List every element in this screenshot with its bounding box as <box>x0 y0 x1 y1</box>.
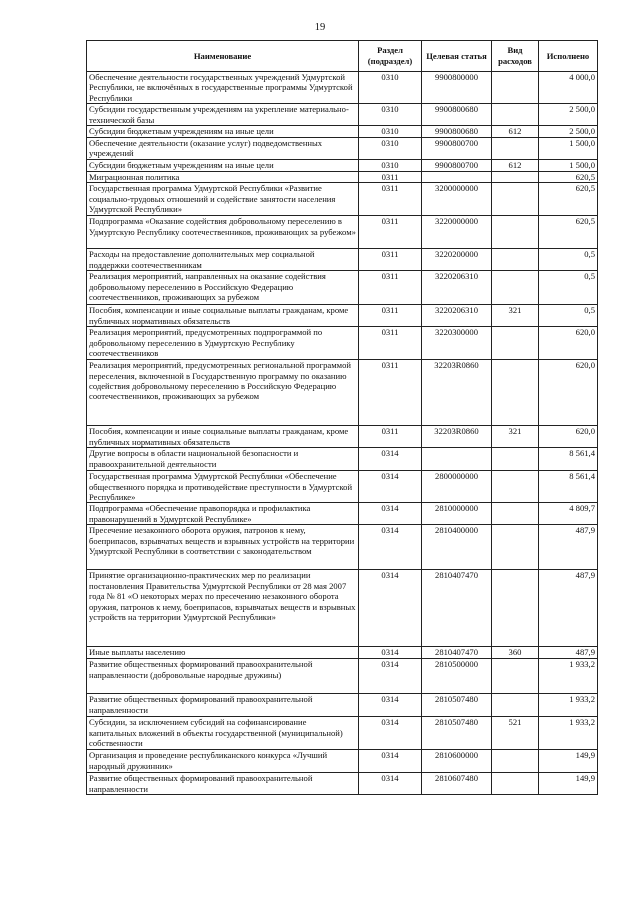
row-executed: 0,5 <box>539 271 598 305</box>
table-row <box>87 659 598 694</box>
row-name: Пособия, компенсации и иные социальные выплаты гражданам, кроме публичных нормативных обязательств <box>87 305 359 327</box>
row-expense-type <box>492 360 539 426</box>
row-section: 0314 <box>359 471 422 503</box>
row-article: 2810407470 <box>422 647 492 659</box>
row-name: Подпрограмма «Обеспечение правопорядка и профилактика правонарушений в Удмуртской Республике» <box>87 503 359 525</box>
header-section: Раздел (подраздел) <box>359 41 422 72</box>
row-expense-type <box>492 327 539 360</box>
row-section: 0311 <box>359 360 422 426</box>
row-article: 32203R0860 <box>422 360 492 426</box>
row-executed: 1 933,2 <box>539 717 598 750</box>
row-executed: 2 500,0 <box>539 126 598 138</box>
table-row <box>87 183 598 216</box>
row-section: 0311 <box>359 305 422 327</box>
header-article: Целевая статья <box>422 41 492 72</box>
table-row <box>87 426 598 448</box>
row-executed: 4 000,0 <box>539 72 598 104</box>
row-expense-type <box>492 249 539 271</box>
row-article: 9900800000 <box>422 72 492 104</box>
row-expense-type <box>492 72 539 104</box>
row-article: 3220206310 <box>422 271 492 305</box>
row-executed: 620,5 <box>539 216 598 249</box>
row-section: 0314 <box>359 525 422 570</box>
row-executed: 620,0 <box>539 426 598 448</box>
row-section: 0310 <box>359 138 422 160</box>
row-name: Организация и проведение республиканского конкурса «Лучший народный дружинник» <box>87 750 359 773</box>
row-section: 0314 <box>359 503 422 525</box>
row-name: Государственная программа Удмуртской Республики «Развитие социально-трудовых отношений и содействие занятости населения Удмуртской Республики» <box>87 183 359 216</box>
row-article: 2810507480 <box>422 694 492 717</box>
row-name: Развитие общественных формирований правоохранительной направленности <box>87 773 359 795</box>
table-row <box>87 271 598 305</box>
table-row <box>87 159 598 171</box>
row-expense-type <box>492 750 539 773</box>
row-executed: 620,0 <box>539 360 598 426</box>
table-row <box>87 525 598 570</box>
row-section: 0311 <box>359 183 422 216</box>
table-row <box>87 72 598 104</box>
row-section: 0314 <box>359 647 422 659</box>
row-name: Обеспечение деятельности (оказание услуг) подведомственных учреждений <box>87 138 359 160</box>
row-section: 0310 <box>359 159 422 171</box>
row-name: Развитие общественных формирований правоохранительной направленности <box>87 694 359 717</box>
table-row <box>87 647 598 659</box>
row-article: 2810407470 <box>422 570 492 647</box>
row-article <box>422 171 492 182</box>
page-number: 19 <box>314 22 326 33</box>
table-row <box>87 104 598 126</box>
row-name: Другие вопросы в области национальной безопасности и правоохранительной деятельности <box>87 448 359 471</box>
row-article: 3200000000 <box>422 183 492 216</box>
row-article: 2810500000 <box>422 659 492 694</box>
row-article: 9900800700 <box>422 159 492 171</box>
row-expense-type: 360 <box>492 647 539 659</box>
row-executed: 8 561,4 <box>539 448 598 471</box>
row-expense-type: 612 <box>492 126 539 138</box>
row-article: 9900800700 <box>422 138 492 160</box>
header-expense-type: Вид расходов <box>492 41 539 72</box>
row-name: Реализация мероприятий, предусмотренных подпрограммой по добровольному переселению в Удмуртскую Республику соотечественников <box>87 327 359 360</box>
table-row <box>87 471 598 503</box>
row-name: Обеспечение деятельности государственных учреждений Удмуртской Республики, не включённых в государственные программы Удмуртской Республики <box>87 72 359 104</box>
table-row <box>87 360 598 426</box>
row-section: 0310 <box>359 72 422 104</box>
table-header-row <box>87 41 598 72</box>
row-expense-type: 521 <box>492 717 539 750</box>
row-article: 2810600000 <box>422 750 492 773</box>
row-article: 32203R0860 <box>422 426 492 448</box>
row-executed: 149,9 <box>539 773 598 795</box>
row-section: 0311 <box>359 171 422 182</box>
row-executed: 1 933,2 <box>539 694 598 717</box>
row-name: Расходы на предоставление дополнительных мер социальной поддержки соотечественникам <box>87 249 359 271</box>
row-name: Субсидии бюджетным учреждениям на иные цели <box>87 126 359 138</box>
table-row <box>87 138 598 160</box>
row-name: Развитие общественных формирований правоохранительной направленности (добровольные народные дружины) <box>87 659 359 694</box>
row-section: 0310 <box>359 126 422 138</box>
row-section: 0311 <box>359 216 422 249</box>
row-section: 0314 <box>359 570 422 647</box>
row-name: Принятие организационно-практических мер по реализации постановления Правительства Удмуртской Республики от 28 мая 2007 года № 81 «О некоторых мерах по пресечению незаконного оборота оружия, патронов к нему, боеприпасов, взрывчатых веществ и взрывных устройств на территории Удмуртской Республики» <box>87 570 359 647</box>
table-row <box>87 503 598 525</box>
table-row <box>87 448 598 471</box>
row-section: 0314 <box>359 750 422 773</box>
row-name: Миграционная политика <box>87 171 359 182</box>
table-row <box>87 717 598 750</box>
budget-table <box>86 40 598 795</box>
row-expense-type <box>492 471 539 503</box>
row-executed: 487,9 <box>539 525 598 570</box>
row-name: Субсидии государственным учреждениям на укрепление материально-технической базы <box>87 104 359 126</box>
row-executed: 620,5 <box>539 183 598 216</box>
row-section: 0311 <box>359 271 422 305</box>
row-expense-type <box>492 525 539 570</box>
table-row <box>87 773 598 795</box>
row-name: Пресечение незаконного оборота оружия, патронов к нему, боеприпасов, взрывчатых веществ и взрывных устройств на территории Удмуртской Республики в соответствии с законодательством <box>87 525 359 570</box>
table-row <box>87 171 598 182</box>
row-expense-type <box>492 216 539 249</box>
row-executed: 2 500,0 <box>539 104 598 126</box>
row-name: Подпрограмма «Оказание содействия добровольному переселению в Удмуртскую Республику соотечественников, проживающих за рубежом» <box>87 216 359 249</box>
row-section: 0314 <box>359 773 422 795</box>
row-name: Субсидии бюджетным учреждениям на иные цели <box>87 159 359 171</box>
row-executed: 4 809,7 <box>539 503 598 525</box>
table-row <box>87 694 598 717</box>
row-section: 0311 <box>359 327 422 360</box>
row-expense-type: 321 <box>492 426 539 448</box>
row-name: Иные выплаты населению <box>87 647 359 659</box>
row-expense-type <box>492 503 539 525</box>
table-row <box>87 216 598 249</box>
row-article: 2800000000 <box>422 471 492 503</box>
row-article: 2810400000 <box>422 525 492 570</box>
row-name: Реализация мероприятий, предусмотренных региональной программой переселения, включенной в Государственную программу по оказанию содействия добровольному переселению в Российскую Федерацию соотечественников, проживающих за рубежом <box>87 360 359 426</box>
row-article: 3220206310 <box>422 305 492 327</box>
row-executed: 0,5 <box>539 249 598 271</box>
table-row <box>87 750 598 773</box>
row-executed: 1 933,2 <box>539 659 598 694</box>
table-row <box>87 126 598 138</box>
row-executed: 0,5 <box>539 305 598 327</box>
table-row <box>87 305 598 327</box>
header-name: Наименование <box>87 41 359 72</box>
row-executed: 487,9 <box>539 647 598 659</box>
row-article: 2810000000 <box>422 503 492 525</box>
table-row <box>87 327 598 360</box>
row-section: 0311 <box>359 249 422 271</box>
row-section: 0314 <box>359 694 422 717</box>
table-row <box>87 570 598 647</box>
row-executed: 620,5 <box>539 171 598 182</box>
row-expense-type <box>492 448 539 471</box>
row-executed: 8 561,4 <box>539 471 598 503</box>
row-expense-type <box>492 694 539 717</box>
row-section: 0314 <box>359 659 422 694</box>
row-executed: 487,9 <box>539 570 598 647</box>
row-section: 0311 <box>359 426 422 448</box>
row-executed: 620,0 <box>539 327 598 360</box>
row-expense-type: 612 <box>492 159 539 171</box>
row-expense-type <box>492 171 539 182</box>
row-expense-type <box>492 104 539 126</box>
row-executed: 1 500,0 <box>539 159 598 171</box>
row-section: 0314 <box>359 448 422 471</box>
row-expense-type <box>492 570 539 647</box>
row-article: 3220200000 <box>422 249 492 271</box>
row-executed: 149,9 <box>539 750 598 773</box>
row-expense-type <box>492 773 539 795</box>
row-expense-type <box>492 659 539 694</box>
row-expense-type <box>492 183 539 216</box>
row-article: 2810607480 <box>422 773 492 795</box>
row-article: 9900800680 <box>422 126 492 138</box>
header-executed: Исполнено <box>539 41 598 72</box>
row-name: Государственная программа Удмуртской Республики «Обеспечение общественного порядка и противодействие преступности в Удмуртской Республике» <box>87 471 359 503</box>
row-name: Пособия, компенсации и иные социальные выплаты гражданам, кроме публичных нормативных обязательств <box>87 426 359 448</box>
row-expense-type <box>492 138 539 160</box>
table-row <box>87 249 598 271</box>
row-executed: 1 500,0 <box>539 138 598 160</box>
row-name: Субсидии, за исключением субсидий на софинансирование капитальных вложений в объекты государственной (муниципальной) собственности <box>87 717 359 750</box>
row-article: 9900800680 <box>422 104 492 126</box>
row-expense-type <box>492 271 539 305</box>
row-article: 3220300000 <box>422 327 492 360</box>
row-article <box>422 448 492 471</box>
row-article: 3220000000 <box>422 216 492 249</box>
row-name: Реализация мероприятий, направленных на оказание содействия добровольному переселению в Российскую Федерацию соотечественников, проживающих за рубежом <box>87 271 359 305</box>
row-section: 0314 <box>359 717 422 750</box>
row-expense-type: 321 <box>492 305 539 327</box>
row-section: 0310 <box>359 104 422 126</box>
row-article: 2810507480 <box>422 717 492 750</box>
